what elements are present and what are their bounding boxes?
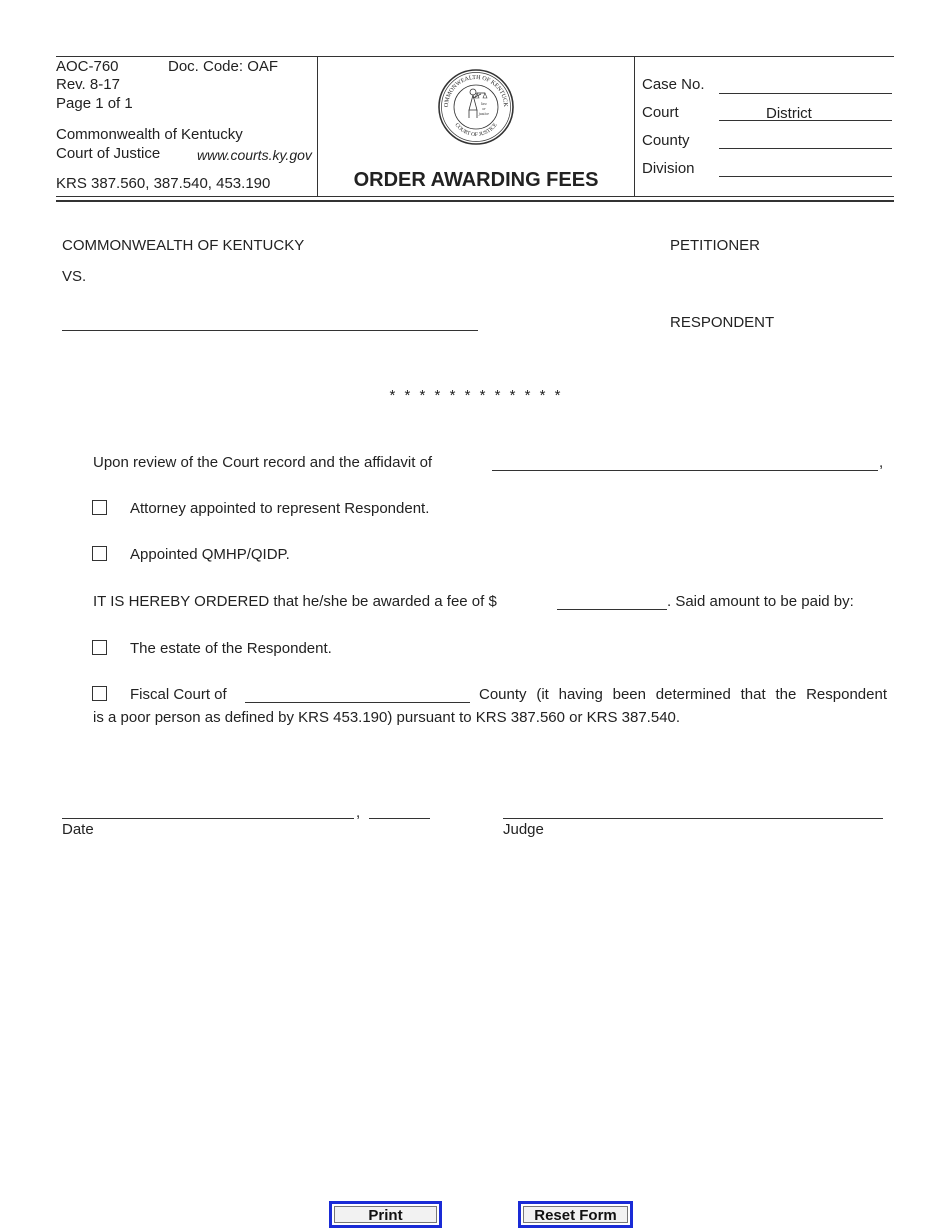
- qmhp-checkbox[interactable]: [92, 546, 107, 561]
- page-indicator: Page 1 of 1: [56, 95, 133, 112]
- header-divider-right: [634, 56, 635, 196]
- case-no-field[interactable]: [719, 93, 892, 94]
- reset-button-label: Reset Form: [523, 1206, 628, 1223]
- date-field[interactable]: [62, 818, 354, 819]
- seal-inner-text-3: justice: [478, 111, 490, 116]
- form-number: AOC-760: [56, 58, 119, 75]
- court-seal: [437, 68, 515, 146]
- print-button-label: Print: [334, 1206, 437, 1223]
- seal-bottom-text: COURT OF JUSTICE: [453, 122, 499, 139]
- doc-code: Doc. Code: OAF: [168, 58, 279, 75]
- form-title: ORDER AWARDING FEES: [353, 169, 599, 191]
- fiscal-court-condition-line2: is a poor person as defined by KRS 453.190) pursuant to KRS 387.560 or KRS 387.540.: [93, 709, 681, 726]
- respondent-label: RESPONDENT: [670, 314, 775, 331]
- order-statement: IT IS HEREBY ORDERED that he/she be awarded a fee of $: [93, 593, 497, 610]
- year-field[interactable]: [369, 818, 430, 819]
- attorney-option-label: Attorney appointed to represent Respondent.: [130, 500, 430, 517]
- seal-top-text: OMMONWEALTH OF KENTUCK: [443, 74, 509, 108]
- versus-label: VS.: [62, 268, 87, 285]
- statutes-reference: KRS 387.560, 387.540, 453.190: [56, 175, 271, 192]
- division-field[interactable]: [719, 176, 892, 177]
- affidavit-name-field[interactable]: [492, 470, 878, 471]
- court-of-justice-label: Court of Justice: [56, 145, 161, 162]
- seal-inner-text-1: law: [481, 101, 487, 106]
- reset-form-button[interactable]: [518, 1201, 633, 1228]
- order-statement-suffix: . Said amount to be paid by:: [667, 593, 854, 610]
- estate-checkbox[interactable]: [92, 640, 107, 655]
- qmhp-option-label: Appointed QMHP/QIDP.: [130, 546, 290, 563]
- respondent-name-field[interactable]: [62, 330, 478, 331]
- form-revision: Rev. 8-17: [56, 76, 120, 93]
- petitioner-name: COMMONWEALTH OF KENTUCKY: [62, 237, 305, 254]
- website-link[interactable]: www.courts.ky.gov: [197, 147, 312, 163]
- header-bottom-rule-1: [56, 196, 894, 197]
- division-label: Division: [642, 160, 695, 177]
- section-separator: * * * * * * * * * * * *: [389, 387, 561, 404]
- header-bottom-rule-2: [56, 200, 894, 202]
- header-top-rule: [56, 56, 894, 57]
- fee-amount-field[interactable]: [557, 609, 667, 610]
- seal-inner-text-2: or: [482, 106, 486, 111]
- attorney-checkbox[interactable]: [92, 500, 107, 515]
- review-comma: ,: [879, 454, 884, 471]
- fiscal-court-checkbox[interactable]: [92, 686, 107, 701]
- estate-option-label: The estate of the Respondent.: [130, 640, 332, 657]
- judge-signature-field[interactable]: [503, 818, 883, 819]
- county-field[interactable]: [719, 148, 892, 149]
- review-statement: Upon review of the Court record and the affidavit of: [93, 454, 433, 471]
- court-label: Court: [642, 104, 679, 121]
- court-field-value: District: [766, 105, 812, 122]
- print-button[interactable]: [329, 1201, 442, 1228]
- fiscal-court-condition: County (it having been determined that the Respondent: [479, 686, 887, 703]
- judge-label: Judge: [503, 821, 544, 838]
- date-label: Date: [62, 821, 94, 838]
- case-no-label: Case No.: [642, 76, 705, 93]
- commonwealth-label: Commonwealth of Kentucky: [56, 126, 243, 143]
- county-label: County: [642, 132, 690, 149]
- fiscal-county-field[interactable]: [245, 702, 470, 703]
- petitioner-label: PETITIONER: [670, 237, 761, 254]
- fiscal-court-label: Fiscal Court of: [130, 686, 227, 703]
- date-comma: ,: [356, 804, 361, 821]
